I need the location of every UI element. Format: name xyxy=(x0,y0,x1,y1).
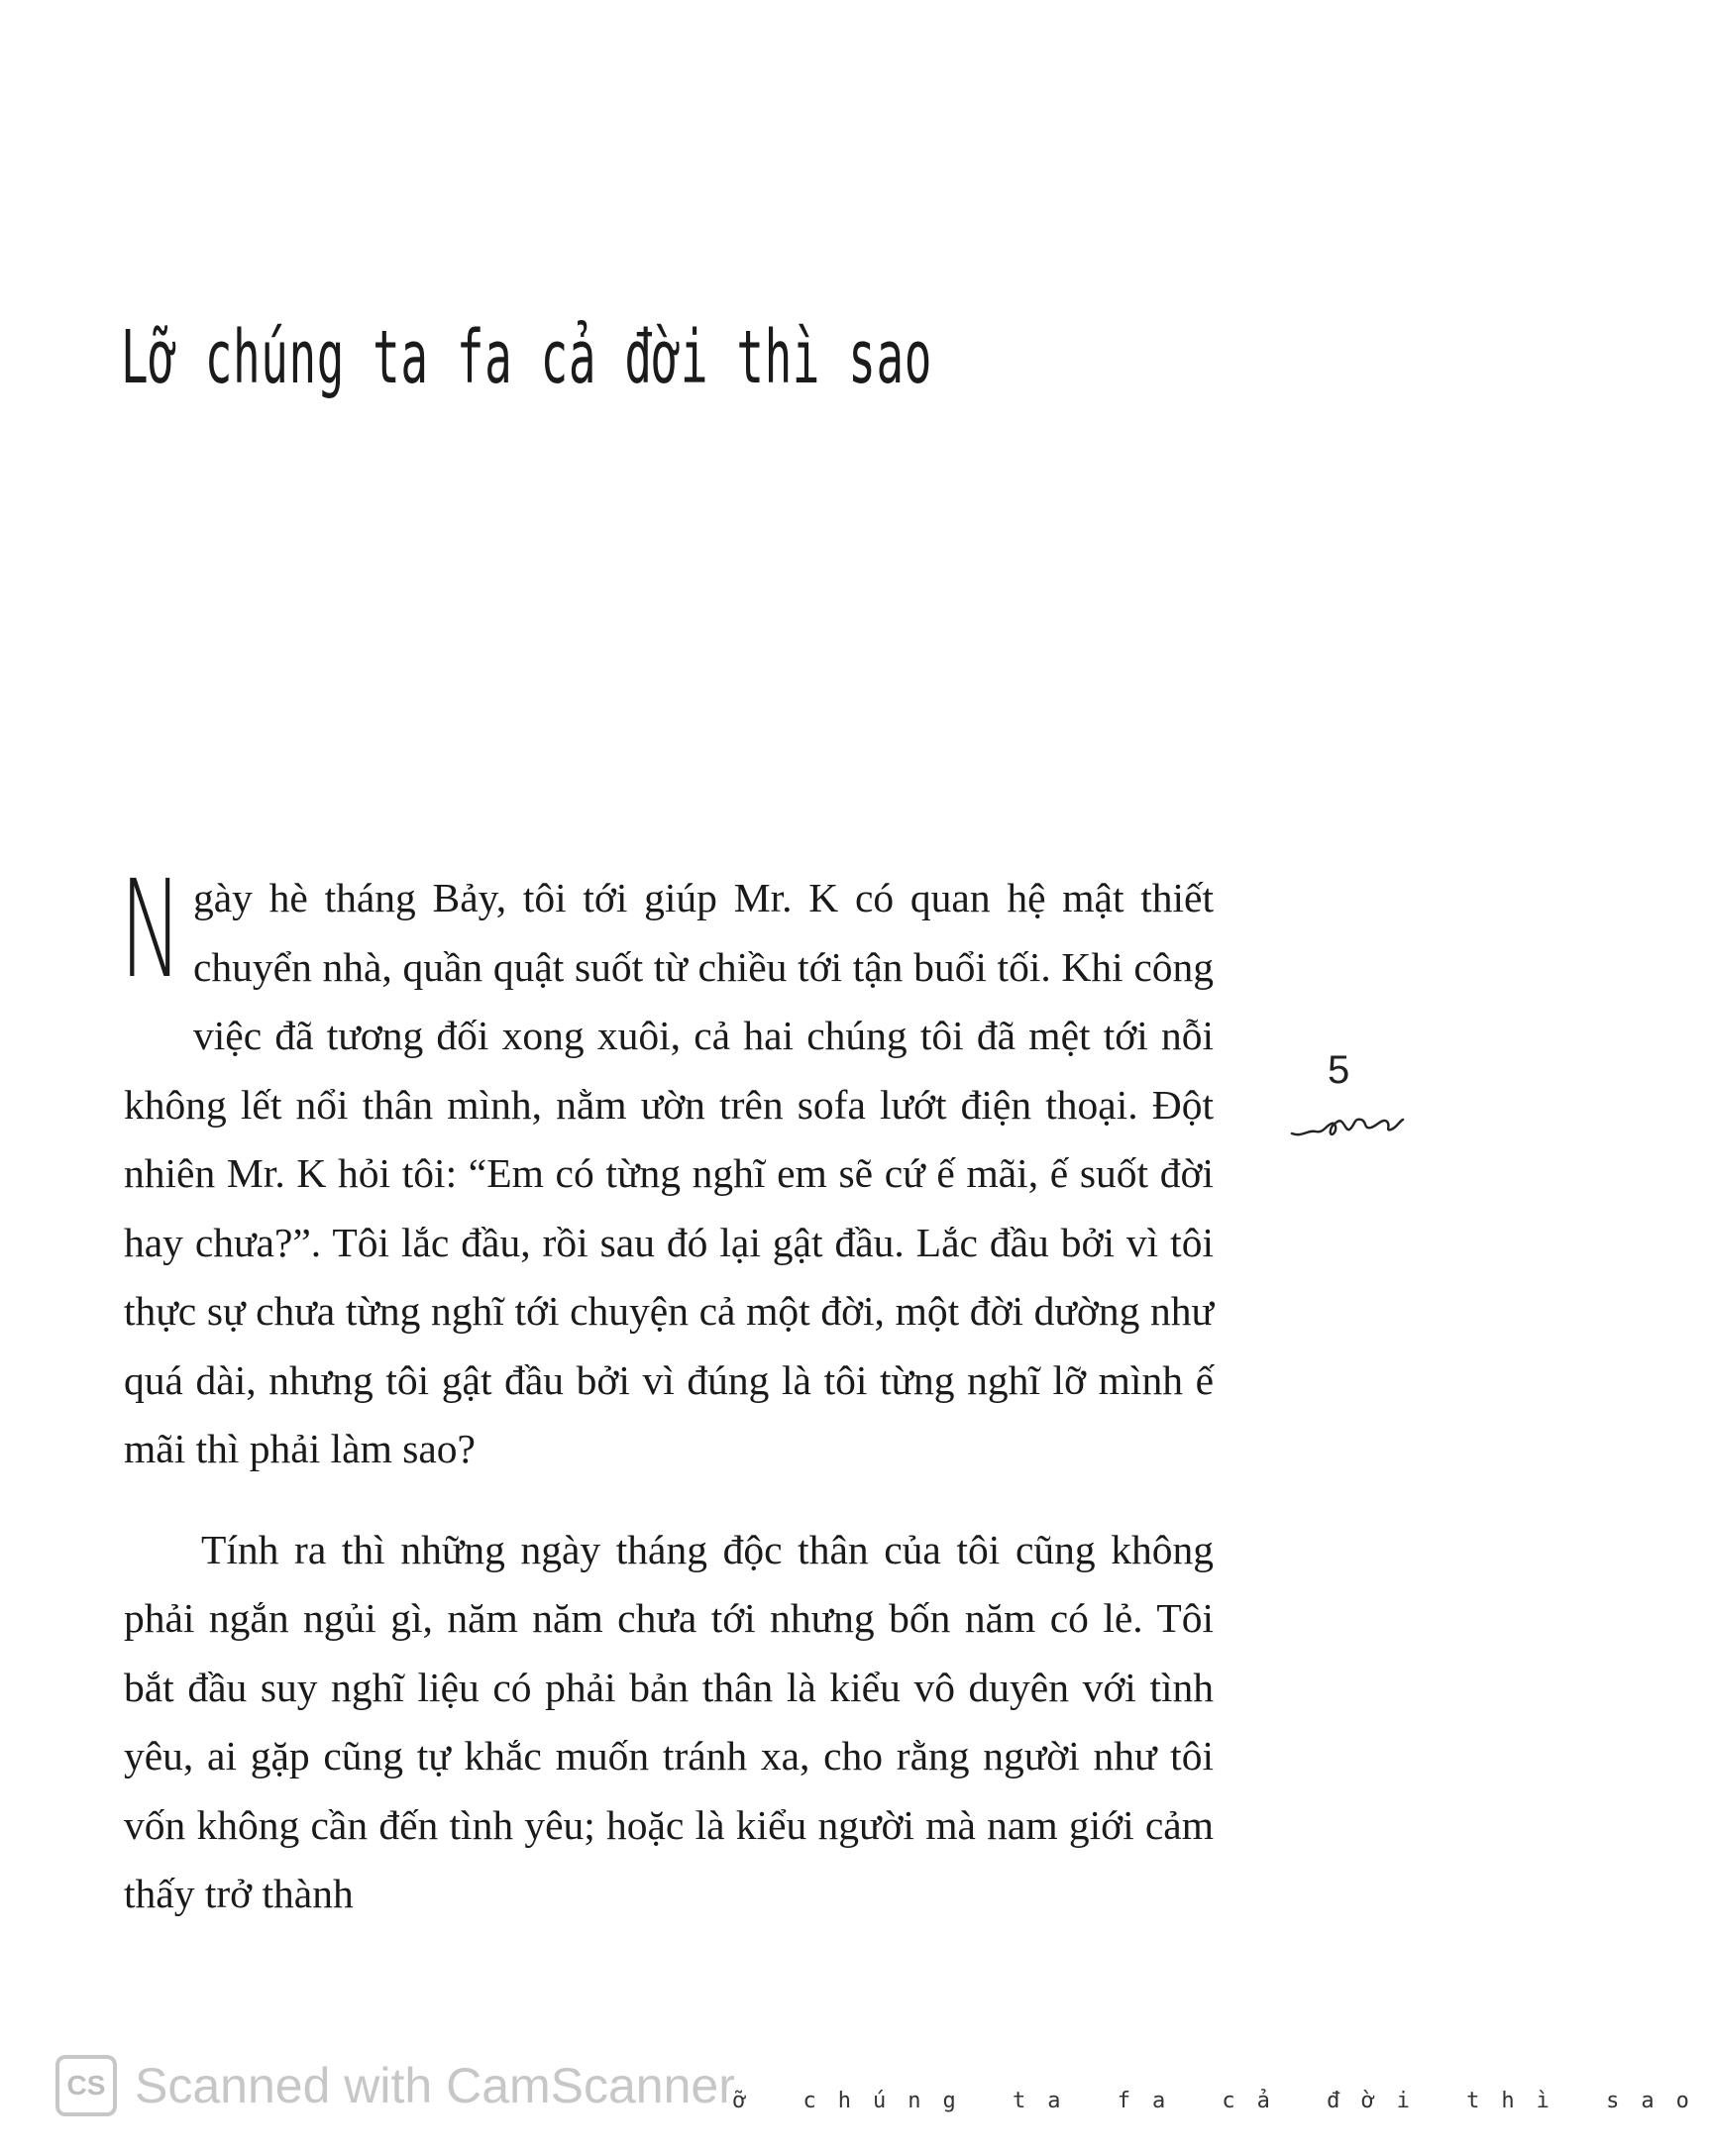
swirl-ornament-icon xyxy=(1288,1108,1407,1147)
paragraph-1 xyxy=(120,852,1214,1484)
scanner-watermark xyxy=(55,2055,735,2116)
paragraph-1-text: gày hè tháng Bảy, tôi tới giúp Mr. K có quan hệ mật thiết chuyển nhà, quần quật suốt từ chiều tới tận buổi tối. Khi công việc đã tương đối xong xuôi, cả hai chúng tôi đã mệt tới nỗi không lết nổi thân mình, nằm ườn trên sofa lướt điện thoại. Đột nhiên Mr. K hỏi tôi: “Em có từng nghĩ em sẽ cứ ế mãi, ế suốt đời hay chưa?”. Tôi lắc đầu, rồi sau đó lại gật đầu. Lắc đầu bởi vì tôi thực sự chưa từng nghĩ tới chuyện cả một đời, một đời dường như quá dài, nhưng tôi gật đầu bởi vì đúng là tôi từng nghĩ lỡ mình ế mãi thì phải làm sao? xyxy=(124,875,1214,1471)
drop-cap: N xyxy=(120,852,183,1009)
page-number: 5 xyxy=(1328,1048,1350,1092)
chapter-title: Lỡ chúng ta fa cả đời thì sao xyxy=(121,315,933,400)
camscanner-logo: CS xyxy=(55,2055,117,2116)
paragraph-2: Tính ra thì những ngày tháng độc thân của tôi cũng không phải ngắn ngủi gì, năm năm chưa tới nhưng bốn năm có lẻ. Tôi bắt đầu suy nghĩ liệu có phải bản thân là kiểu vô duyên với tình yêu, ai gặp cũng tự khắc muốn tránh xa, cho rằng người như tôi vốn không cần đến tình yêu; hoặc là kiểu người mà nam giới cảm thấy trở thành xyxy=(124,1526,1214,1916)
body-text xyxy=(120,852,1214,1929)
running-footer: ỡ chúng ta fa cả đời thì sao xyxy=(733,2089,1711,2113)
watermark-text: Scanned with CamScanner xyxy=(135,2058,735,2113)
